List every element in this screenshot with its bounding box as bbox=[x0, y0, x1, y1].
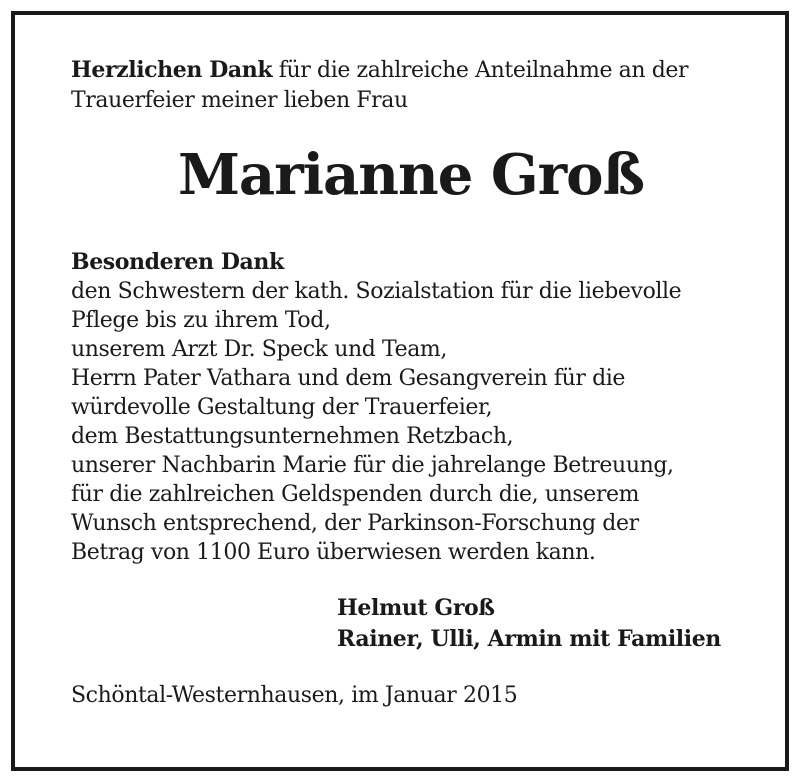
thanks-line: den Schwestern der kath. Sozialstation für die liebevolle bbox=[71, 279, 682, 304]
intro-bold: Herzlichen Dank bbox=[71, 57, 273, 83]
special-thanks bbox=[71, 248, 751, 567]
thanks-line: unserem Arzt Dr. Speck und Team, bbox=[71, 337, 447, 362]
special-thanks-heading: Besonderen Dank bbox=[71, 249, 284, 275]
thanks-line: dem Bestattungsunternehmen Retzbach, bbox=[71, 424, 514, 449]
signature-primary: Helmut Groß bbox=[337, 595, 495, 621]
place-date: Schöntal-Westernhausen, im Januar 2015 bbox=[71, 683, 518, 708]
notice-content bbox=[71, 55, 751, 711]
thanks-line: für die zahlreichen Geldspenden durch die, unserem bbox=[71, 482, 640, 507]
thanks-line: unserer Nachbarin Marie für die jahrelange Betreuung, bbox=[71, 453, 674, 478]
intro-text bbox=[71, 55, 751, 116]
signature-family: Rainer, Ulli, Armin mit Familien bbox=[337, 626, 721, 652]
intro-line1-rest: für die zahlreiche Anteilnahme an der bbox=[272, 58, 689, 83]
intro-line2: Trauerfeier meiner lieben Frau bbox=[71, 88, 408, 113]
thanks-line: Pflege bis zu ihrem Tod, bbox=[71, 308, 331, 333]
thanks-line: würdevolle Gestaltung der Trauerfeier, bbox=[71, 395, 493, 420]
signature-block bbox=[337, 593, 751, 655]
thanks-line: Betrag von 1100 Euro überwiesen werden kann. bbox=[71, 540, 596, 565]
notice-border bbox=[11, 11, 789, 771]
thanks-line: Wunsch entsprechend, der Parkinson-Forschung der bbox=[71, 511, 639, 536]
deceased-name: Marianne Groß bbox=[177, 142, 645, 208]
thanks-line: Herrn Pater Vathara und dem Gesangverein für die bbox=[71, 366, 626, 391]
